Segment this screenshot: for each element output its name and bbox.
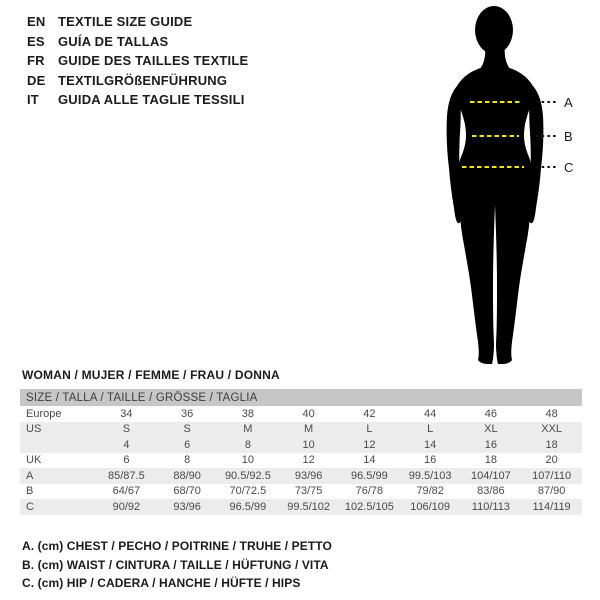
- table-cell: 85/87.5: [108, 469, 145, 482]
- table-cell: L: [427, 423, 434, 436]
- language-label: TEXTILE SIZE GUIDE: [58, 14, 193, 29]
- table-row-uk: [20, 453, 582, 469]
- table-cell: 10: [302, 438, 315, 451]
- woman-silhouette-icon: [447, 6, 544, 364]
- table-cell: M: [243, 423, 253, 436]
- language-row-de: [27, 71, 248, 91]
- legend-chest: A. (cm) CHEST / PECHO / POITRINE / TRUHE / PETTO: [22, 539, 332, 553]
- size-table-header: SIZE / TALLA / TAILLE / GRÖSSE / TAGLIA: [20, 389, 582, 406]
- table-cell: 87/90: [537, 485, 566, 498]
- measurement-legend: [22, 537, 332, 593]
- table-row-us: [20, 422, 582, 438]
- language-label: TEXTILGRÖßENFÜHRUNG: [58, 72, 228, 88]
- table-cell: 90.5/92.5: [224, 469, 271, 482]
- table-cell: 38: [241, 407, 254, 420]
- language-code: EN: [27, 14, 46, 29]
- row-label: UK: [26, 454, 42, 467]
- table-cell: 70/72.5: [229, 485, 267, 498]
- row-label: C: [26, 500, 34, 513]
- table-cell: L: [366, 423, 373, 436]
- table-cell: 93/96: [173, 500, 201, 513]
- marker-label-a: A: [564, 95, 573, 110]
- marker-label-c: C: [564, 160, 574, 175]
- language-row-en: [27, 12, 248, 32]
- table-cell: 110/113: [471, 500, 510, 513]
- table-cell: 99.5/103: [408, 469, 452, 482]
- table-cell: 8: [184, 454, 191, 467]
- table-cell: 106/109: [410, 500, 450, 513]
- row-label: Europe: [26, 407, 62, 420]
- table-cell: 16: [484, 438, 497, 451]
- table-row-hip: [20, 499, 582, 515]
- table-cell: 96.5/99: [351, 469, 388, 482]
- row-label: B: [26, 485, 34, 498]
- table-cell: 88/90: [173, 469, 201, 482]
- table-cell: 68/70: [173, 485, 201, 498]
- table-cell: 107/110: [532, 469, 572, 482]
- table-row-chest: [20, 468, 582, 484]
- table-cell: 18: [545, 438, 558, 451]
- table-row-europe: [20, 406, 582, 422]
- language-code: FR: [27, 53, 45, 68]
- language-label: GUIDE DES TAILLES TEXTILE: [58, 53, 249, 68]
- legend-hip: C. (cm) HIP / CADERA / HANCHE / HÜFTE / HIPS: [22, 576, 301, 590]
- table-cell: 96.5/99: [229, 500, 267, 513]
- table-cell: 83/86: [477, 485, 505, 498]
- table-cell: 93/96: [294, 469, 323, 482]
- size-table: [20, 389, 582, 515]
- table-cell: 104/107: [470, 469, 511, 482]
- table-cell: 12: [363, 438, 376, 451]
- language-row-it: [27, 90, 248, 110]
- table-row-waist: [20, 484, 582, 500]
- table-cell: M: [304, 423, 314, 436]
- table-cell: 64/67: [112, 485, 141, 498]
- table-cell: 90/92: [112, 500, 141, 513]
- language-code: ES: [27, 33, 45, 49]
- table-cell: S: [122, 423, 131, 436]
- table-cell: 34: [120, 407, 133, 420]
- table-cell: 14: [424, 438, 437, 451]
- table-cell: 48: [545, 407, 558, 420]
- table-cell: 114/119: [532, 500, 571, 513]
- table-cell: XL: [484, 423, 498, 436]
- table-title: WOMAN / MUJER / FEMME / FRAU / DONNA: [22, 368, 280, 382]
- table-cell: 18: [484, 454, 497, 467]
- table-cell: 79/82: [416, 485, 444, 498]
- table-cell: XXL: [541, 423, 563, 436]
- table-cell: S: [183, 423, 191, 436]
- table-cell: 20: [545, 454, 558, 467]
- table-cell: 36: [181, 407, 194, 420]
- measurement-figure: [400, 0, 600, 380]
- table-cell: 76/78: [355, 485, 384, 498]
- table-cell: 6: [123, 454, 130, 467]
- language-label: GUIDA ALLE TAGLIE TESSILI: [58, 92, 245, 107]
- row-label: US: [26, 423, 42, 436]
- table-cell: 6: [184, 438, 191, 451]
- language-row-fr: [27, 51, 248, 71]
- language-row-es: [27, 32, 248, 52]
- table-row-us-numeric: [20, 437, 582, 453]
- language-label: GUÍA DE TALLAS: [58, 33, 169, 49]
- table-cell: 44: [424, 407, 437, 420]
- language-code: DE: [27, 72, 46, 88]
- language-code: IT: [27, 92, 39, 107]
- marker-label-b: B: [564, 129, 573, 144]
- table-cell: 14: [363, 454, 376, 467]
- language-title-block: [27, 12, 248, 110]
- table-cell: 12: [302, 454, 315, 467]
- table-cell: 16: [424, 454, 437, 467]
- table-cell: 4: [123, 438, 130, 451]
- table-cell: 73/75: [294, 485, 323, 498]
- table-cell: 46: [484, 407, 497, 420]
- table-cell: 40: [302, 407, 315, 420]
- table-cell: 99.5/102: [287, 500, 331, 513]
- table-cell: 8: [244, 438, 251, 451]
- table-cell: 10: [241, 454, 254, 467]
- table-cell: 102.5/105: [344, 500, 394, 513]
- row-label: A: [26, 469, 34, 482]
- legend-waist: B. (cm) WAIST / CINTURA / TAILLE / HÜFTUNG / VITA: [22, 557, 329, 572]
- table-cell: 42: [363, 407, 376, 420]
